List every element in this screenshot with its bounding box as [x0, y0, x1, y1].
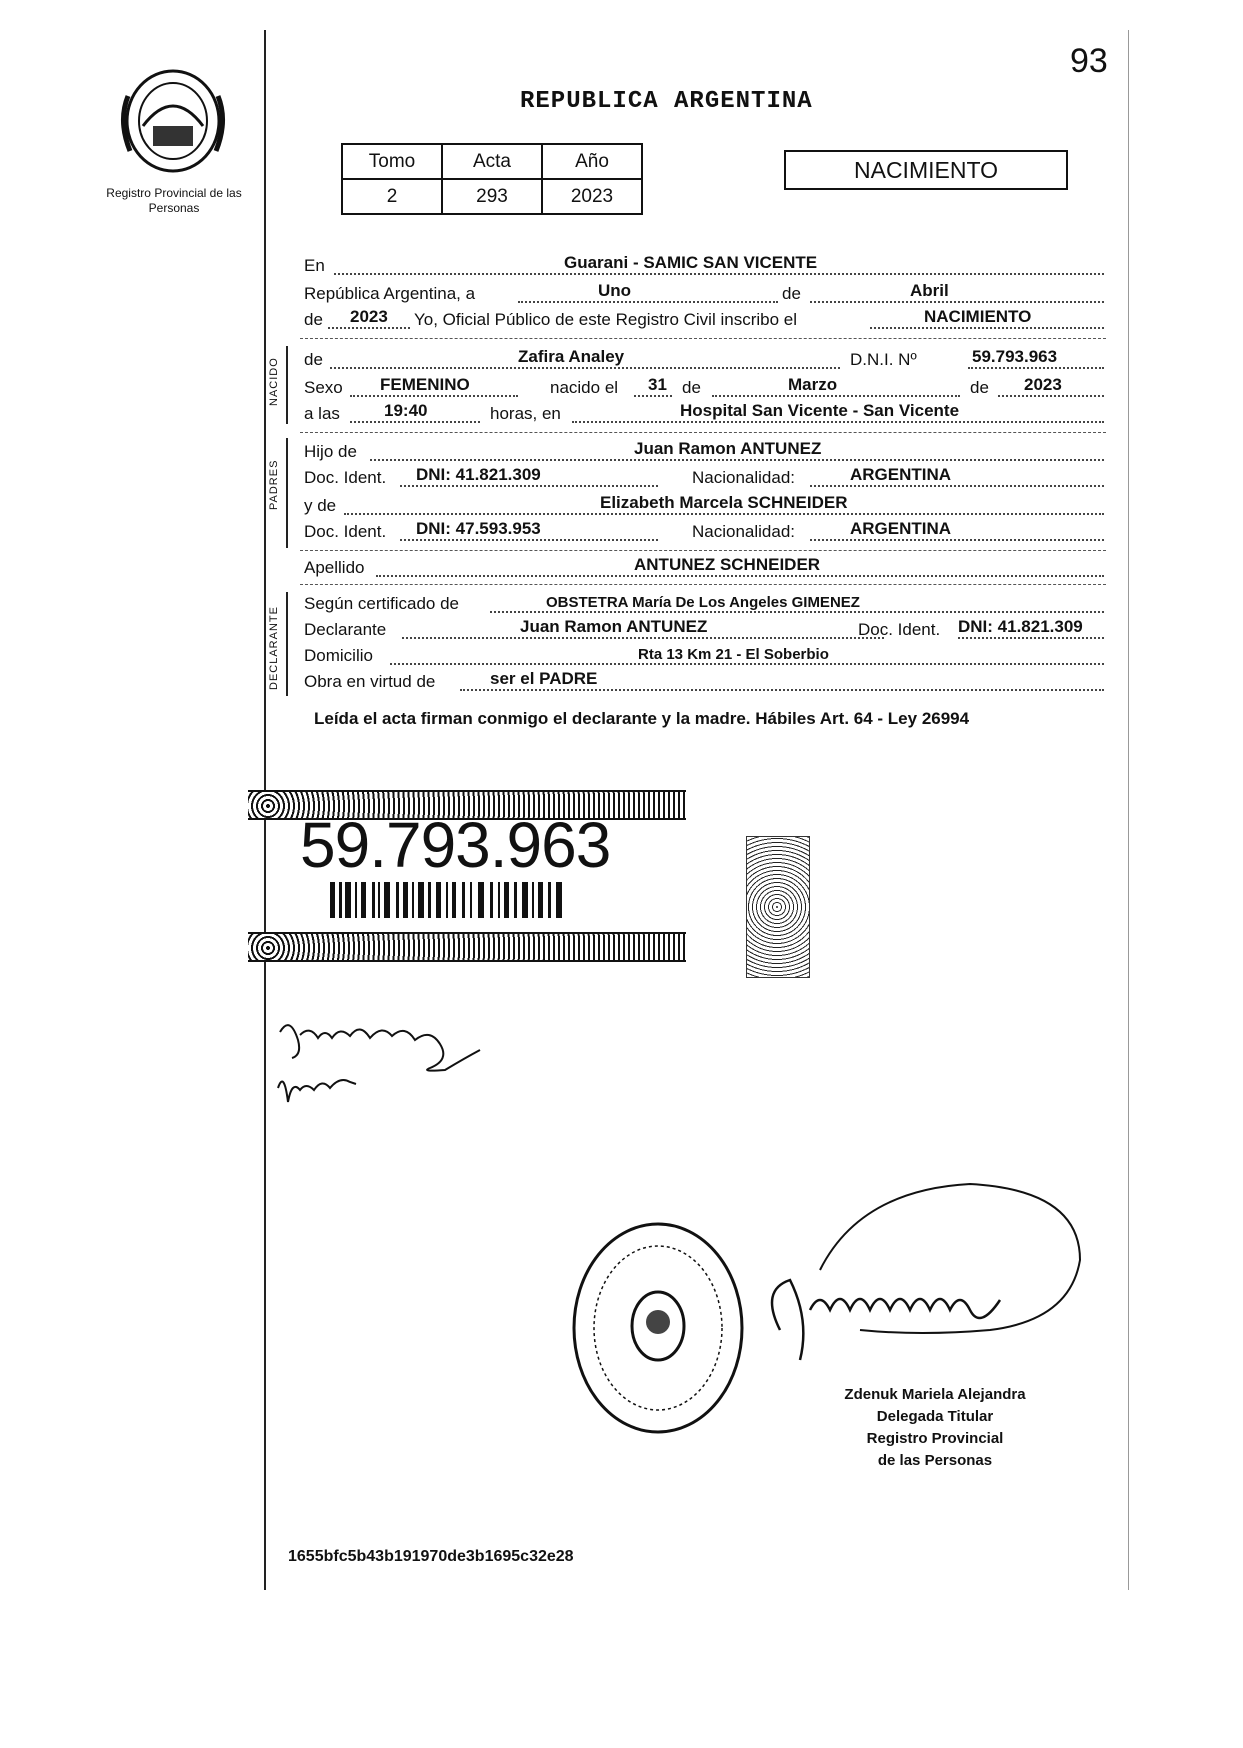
value-madre-doc: DNI: 47.593.953 — [416, 519, 541, 538]
row-fecha — [304, 280, 1104, 306]
value-tomo: 2 — [342, 179, 442, 214]
right-margin-line — [1128, 30, 1129, 1590]
value-obra: ser el PADRE — [490, 669, 598, 688]
label-declarante: Declarante — [304, 620, 387, 639]
value-nac-mes: Marzo — [788, 375, 838, 394]
record-type-box: NACIMIENTO — [784, 150, 1068, 190]
value-en: Guarani - SAMIC SAN VICENTE — [564, 253, 818, 272]
row-declarante — [304, 616, 1104, 642]
row-madre — [304, 492, 1104, 518]
provincial-seal-icon — [118, 66, 228, 176]
label-nacionalidad2: Nacionalidad: — [692, 522, 796, 541]
value-dni: 59.793.963 — [972, 347, 1058, 366]
label-hijo: Hijo de — [304, 442, 357, 461]
row-domicilio — [304, 642, 1104, 668]
official-org2: de las Personas — [877, 1452, 993, 1469]
value-padre-nac: ARGENTINA — [850, 465, 952, 484]
row-sexo — [304, 374, 1104, 400]
label-segun: Según certificado de — [304, 594, 459, 613]
value-dia: Uno — [598, 281, 632, 300]
barcode-icon — [330, 882, 570, 918]
row-apellido — [304, 554, 1104, 580]
official-org1: Registro Provincial — [866, 1430, 1004, 1447]
official-stamp-icon — [568, 1218, 748, 1438]
header-tomo: Tomo — [342, 144, 442, 179]
row-padre — [304, 438, 1104, 464]
value-hora: 19:40 — [384, 401, 428, 420]
label-oficial: Yo, Oficial Público de este Registro Civil inscribo el — [414, 310, 797, 329]
dni-large-number: 59.793.963 — [300, 809, 611, 881]
header-anio: Año — [542, 144, 642, 179]
row-madre-doc — [304, 518, 1104, 544]
row-inscripcion — [304, 306, 1104, 332]
side-label-declarante: DECLARANTE — [268, 606, 280, 690]
value-declarante: Juan Ramon ANTUNEZ — [520, 617, 708, 636]
value-lugar: Hospital San Vicente - San Vicente — [680, 401, 960, 420]
value-nac-anio: 2023 — [1024, 375, 1062, 394]
label-de4: de — [682, 378, 701, 397]
official-signature — [740, 1170, 1110, 1380]
label-republica: República Argentina, a — [304, 284, 476, 303]
value-apellido: ANTUNEZ SCHNEIDER — [634, 555, 821, 574]
hologram-seal — [746, 836, 810, 978]
label-yde: y de — [304, 496, 337, 515]
value-anio: 2023 — [542, 179, 642, 214]
label-nacido: nacido el — [550, 378, 619, 397]
value-anio: 2023 — [350, 307, 388, 326]
value-sexo: FEMENINO — [380, 375, 470, 394]
label-nacionalidad: Nacionalidad: — [692, 468, 796, 487]
label-en: En — [304, 256, 325, 275]
label-sexo: Sexo — [304, 378, 343, 397]
value-mes: Abril — [910, 281, 949, 300]
value-nombre: Zafira Analey — [518, 347, 625, 366]
side-label-padres: PADRES — [268, 459, 280, 510]
hash-code: 1655bfc5b43b191970de3b1695c32e28 — [288, 1548, 574, 1565]
official-name: Zdenuk Mariela Alejandra — [844, 1386, 1026, 1403]
record-table — [341, 143, 643, 215]
label-apellido: Apellido — [304, 558, 365, 577]
label-alas: a las — [304, 404, 340, 423]
security-band-bottom — [248, 932, 686, 962]
label-de5: de — [970, 378, 989, 397]
value-madre-nac: ARGENTINA — [850, 519, 952, 538]
official-role: Delegada Titular — [876, 1408, 994, 1425]
value-nac-dia: 31 — [648, 375, 667, 394]
label-de2: de — [304, 310, 323, 329]
value-madre: Elizabeth Marcela SCHNEIDER — [600, 493, 848, 512]
label-doc2: Doc. Ident. — [304, 522, 387, 541]
value-segun: OBSTETRA María De Los Angeles GIMENEZ — [546, 594, 860, 611]
label-de: de — [782, 284, 801, 303]
label-horas: horas, en — [490, 404, 561, 423]
side-label-nacido: NACIDO — [268, 357, 280, 406]
row-nombre — [304, 346, 1104, 372]
label-obra: Obra en virtud de — [304, 672, 436, 691]
handwritten-signatures — [270, 1010, 500, 1120]
value-declarante-doc: DNI: 41.821.309 — [958, 617, 1083, 636]
closing-text: Leída el acta firman conmigo el declarante y la madre. Hábiles Art. 64 - Ley 26994 — [314, 709, 970, 728]
value-domicilio: Rta 13 Km 21 - El Soberbio — [638, 646, 829, 663]
label-domicilio: Domicilio — [304, 646, 373, 665]
value-padre: Juan Ramon ANTUNEZ — [634, 439, 822, 458]
row-hora — [304, 400, 1104, 426]
value-acta: 293 — [442, 179, 542, 214]
label-doc3: Doc. Ident. — [858, 620, 941, 639]
label-de3: de — [304, 350, 323, 369]
document-title: REPUBLICA ARGENTINA — [520, 88, 813, 115]
seal-caption: Registro Provincial de las Personas — [106, 186, 242, 215]
row-segun — [304, 590, 1104, 616]
row-lugar — [304, 252, 1104, 278]
row-obra — [304, 668, 1104, 694]
official-signature-block — [810, 1384, 1060, 1472]
value-inscribo: NACIMIENTO — [924, 307, 1032, 326]
label-dni: D.N.I. Nº — [850, 350, 917, 369]
value-padre-doc: DNI: 41.821.309 — [416, 465, 541, 484]
header-acta: Acta — [442, 144, 542, 179]
label-doc: Doc. Ident. — [304, 468, 387, 487]
page-number: 93 — [1070, 42, 1108, 80]
row-padre-doc — [304, 464, 1104, 490]
